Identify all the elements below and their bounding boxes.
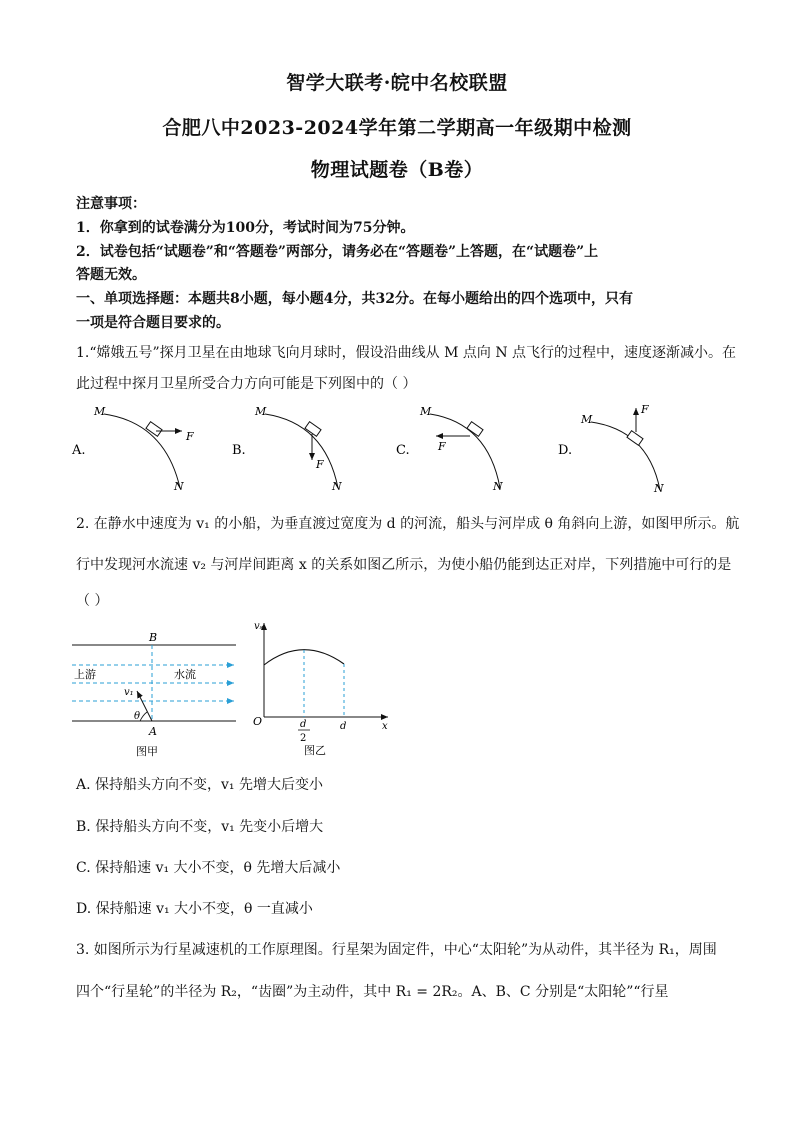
q2-figure-jia — [70, 625, 250, 760]
q1-option-d-label: D. — [558, 443, 573, 458]
point-a-label: A — [149, 725, 157, 738]
v1-label: v₁ — [124, 687, 134, 698]
q1-option-c-m: M — [420, 405, 432, 418]
upstream-label: 上游 — [74, 668, 96, 681]
theta-arc — [140, 712, 147, 721]
theta-label: θ — [134, 711, 141, 722]
section-1-heading: 一、单项选择题：本题共8小题，每小题4分，共32分。在每小题给出的四个选项中，只有 — [76, 291, 633, 307]
q2-option-b: B. 保持船头方向不变，v₁ 先变小后增大 — [76, 819, 324, 835]
q1-option-a-f: F — [186, 430, 194, 443]
exam-title-paper: 物理试题卷（B卷） — [310, 159, 484, 181]
exam-title-school: 合肥八中2023-2024学年第二学期高一年级期中检测 — [162, 117, 632, 139]
half-d-denominator: 2 — [300, 733, 307, 744]
q1-option-d-curve — [591, 422, 660, 490]
d-tick-label: d — [340, 721, 347, 732]
q1-option-c-f: F — [438, 440, 446, 453]
half-d-numerator: d — [300, 719, 307, 730]
q1-option-d-n: N — [654, 482, 664, 495]
notes-item-2: 2．试卷包括“试题卷”和“答题卷”两部分，请务必在“答题卷”上答题，在“试题卷”上 — [76, 244, 599, 260]
point-b-label: B — [149, 631, 158, 644]
q1-option-a-satellite — [146, 422, 162, 437]
q1-option-a-label: A. — [72, 443, 86, 458]
notes-item-1: 1．你拿到的试卷满分为100分，考试时间为75分钟。 — [76, 220, 415, 236]
q2-option-a: A. 保持船头方向不变，v₁ 先增大后变小 — [76, 777, 323, 793]
q1-option-c-n: N — [493, 480, 503, 493]
origin-label: O — [253, 715, 263, 728]
q1-option-b-curve — [265, 414, 338, 488]
q1-option-d-f: F — [641, 403, 649, 416]
vs-axis-label: vₛ — [254, 621, 264, 632]
q2-stem-cont: 行中发现河水流速 v₂ 与河岸间距离 x 的关系如图乙所示，为使小船仍能到达正对岸，下列措施中可行的是 — [76, 557, 732, 573]
q1-option-d-satellite — [627, 431, 643, 446]
q3-stem-cont: 四个“行星轮”的半径为 R₂，“齿圈”为主动件，其中 R₁ = 2R₂。A、B、C 分别是“太阳轮”“行星 — [76, 984, 669, 1000]
section-1-heading-cont: 一项是符合题目要求的。 — [76, 315, 230, 331]
q2-stem: 2. 在静水中速度为 v₁ 的小船，为垂直渡过宽度为 d 的河流，船头与河岸成 θ 角斜向上游，如图甲所示。航 — [76, 516, 740, 532]
q1-option-a-m: M — [94, 405, 106, 418]
q2-option-c: C. 保持船速 v₁ 大小不变，θ 先增大后减小 — [76, 860, 341, 876]
q1-stem: 1.“嫦娥五号”探月卫星在由地球飞向月球时，假设沿曲线从 M 点向 N 点飞行的过程中，速度逐渐减小。在 — [76, 345, 737, 361]
q1-option-b-f: F — [316, 458, 324, 471]
q1-option-d-m: M — [581, 413, 593, 426]
notes-item-2-cont: 答题无效。 — [76, 267, 146, 283]
q3-stem: 3. 如图所示为行星减速机的工作原理图。行星架为固定件，中心“太阳轮”为从动件，其半径为 R₁，周围 — [76, 942, 717, 958]
q1-option-b-satellite — [305, 422, 321, 437]
q1-option-c-satellite — [467, 422, 483, 437]
q1-option-c-label: C. — [396, 443, 410, 458]
q1-option-b-label: B. — [232, 443, 246, 458]
exam-title-alliance: 智学大联考·皖中名校联盟 — [286, 72, 508, 94]
notes-heading: 注意事项： — [76, 196, 146, 212]
water-flow-label: 水流 — [174, 668, 196, 681]
q1-option-a-curve — [104, 414, 180, 488]
figure-jia-caption: 图甲 — [136, 745, 158, 758]
x-axis-label: x — [382, 721, 388, 732]
q2-option-d: D. 保持船速 v₁ 大小不变，θ 一直减小 — [76, 901, 313, 917]
figure-yi-caption: 图乙 — [304, 744, 326, 757]
q1-option-a-n: N — [174, 480, 184, 493]
q2-stem-blank: （ ） — [76, 593, 109, 609]
q1-stem-cont: 此过程中探月卫星所受合力方向可能是下列图中的（ ） — [76, 376, 417, 392]
q1-option-b-m: M — [255, 405, 267, 418]
q2-figure-yi — [248, 615, 398, 760]
q1-options-figure — [60, 398, 740, 498]
q1-option-b-n: N — [332, 480, 342, 493]
